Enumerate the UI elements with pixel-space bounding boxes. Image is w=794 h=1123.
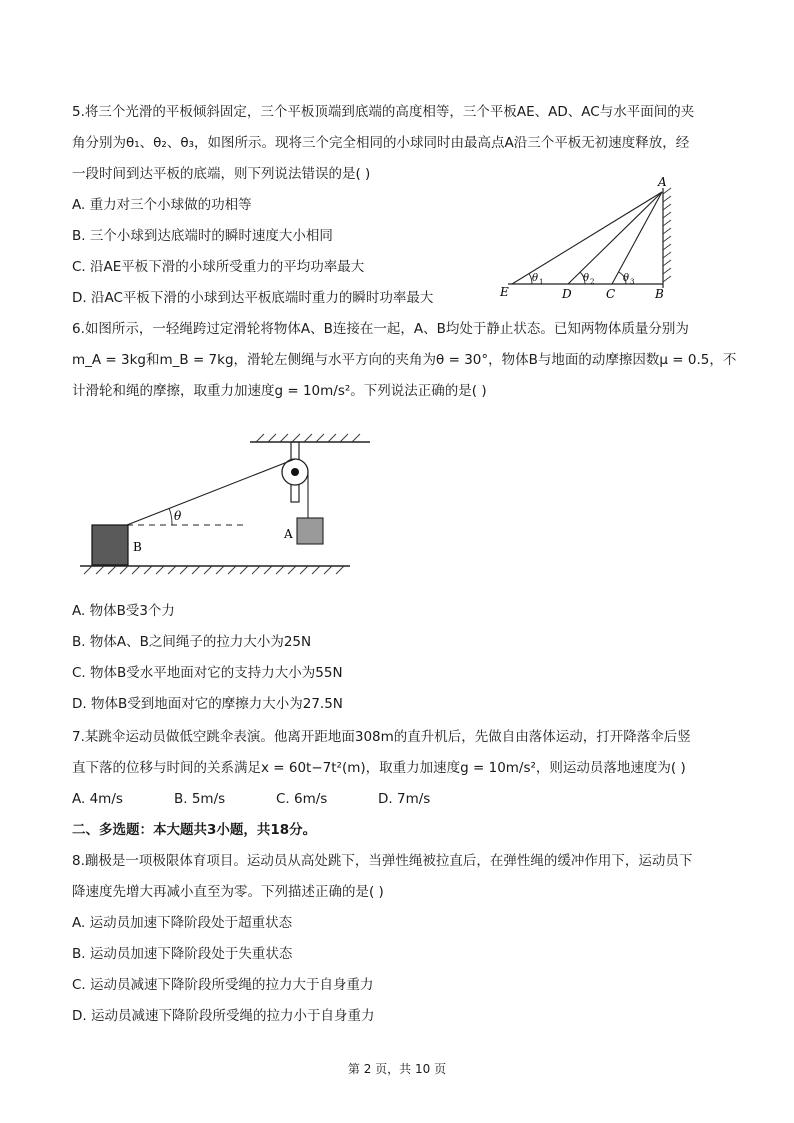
q5-label-d: D (562, 287, 572, 301)
q5-inclined-planes-figure (490, 170, 690, 306)
q5-option-d: D. 沿AC平板下滑的小球到达平板底端时重力的瞬时功率最大 (72, 290, 434, 306)
q8-option-b: B. 运动员加速下降阶段处于失重状态 (72, 946, 293, 962)
q7-option-b: B. 5m/s (174, 791, 226, 807)
question-7 (72, 722, 722, 815)
q8-option-a: A. 运动员加速下降阶段处于超重状态 (72, 915, 293, 931)
q5-theta2-label: θ (583, 273, 590, 284)
q8-stem-line-1: 8.蹦极是一项极限体育项目。运动员从高处跳下，当弹性绳被拉直后，在弹性绳的缓冲作用下，运动员下 (72, 853, 693, 869)
q5-theta3-subscript: 3 (630, 278, 635, 286)
q7-option-c: C. 6m/s (276, 791, 328, 807)
q5-option-c: C. 沿AE平板下滑的小球所受重力的平均功率最大 (72, 259, 365, 275)
q5-option-b: B. 三个小球到达底端时的瞬时速度大小相同 (72, 228, 333, 244)
q8-stem-line-2: 降速度先增大再减小直至为零。下列描述正确的是( ) (72, 884, 384, 900)
q6-stem-line-1: 6.如图所示，一轻绳跨过定滑轮将物体A、B连接在一起，A、B均处于静止状态。已知两物体质量分别为 (72, 321, 689, 337)
q5-theta1-label: θ (532, 273, 539, 284)
question-6-stem (72, 314, 737, 407)
q6-theta-label: θ (174, 509, 182, 523)
q6-option-d: D. 物体B受到地面对它的摩擦力大小为27.5N (72, 696, 343, 712)
question-8 (72, 846, 722, 1032)
q5-label-b: B (655, 287, 664, 301)
q5-stem-line-1: 5.将三个光滑的平板倾斜固定，三个平板顶端到底端的高度相等，三个平板AE、AD、AC与水平面间的夹 (72, 104, 695, 120)
q5-label-c: C (606, 287, 616, 301)
q6-label-b: B (133, 540, 142, 554)
q5-stem-line-2: 角分别为θ₁、θ₂、θ₃，如图所示。现将三个完全相同的小球同时由最高点A沿三个平板无初速度释放，经 (72, 135, 690, 151)
q7-option-d: D. 7m/s (378, 791, 431, 807)
q6-label-a: A (284, 527, 293, 541)
q8-option-d: D. 运动员减速下降阶段所受绳的拉力小于自身重力 (72, 1008, 375, 1024)
section-multiple-choice-heading: 二、多选题：本大题共3小题，共18分。 (72, 822, 317, 838)
question-6-options (72, 596, 722, 720)
q6-stem-line-3: 计滑轮和绳的摩擦，取重力加速度g = 10m/s²。下列说法正确的是( ) (72, 383, 487, 399)
q6-option-c: C. 物体B受水平地面对它的支持力大小为55N (72, 665, 343, 681)
q6-option-a: A. 物体B受3个力 (72, 603, 175, 619)
q8-option-c: C. 运动员减速下降阶段所受绳的拉力大于自身重力 (72, 977, 374, 993)
q5-theta2-subscript: 2 (590, 278, 595, 286)
q5-stem-line-3: 一段时间到达平板的底端，则下列说法错误的是( ) (72, 166, 371, 182)
q5-label-e: E (500, 285, 509, 299)
q5-theta3-label: θ (623, 273, 630, 284)
q5-theta1-subscript: 1 (539, 278, 544, 286)
q6-option-b: B. 物体A、B之间绳子的拉力大小为25N (72, 634, 312, 650)
q7-stem-line-1: 7.某跳伞运动员做低空跳伞表演。他离开距地面308m的直升机后，先做自由落体运动，打开降落伞后竖 (72, 729, 691, 745)
page-footer: 第 2 页，共 10 页 (347, 1062, 447, 1076)
q5-option-a: A. 重力对三个小球做的功相等 (72, 197, 252, 213)
q6-stem-line-2: m_A = 3kg和m_B = 7kg，滑轮左侧绳与水平方向的夹角为θ = 30°，物体B与地面的动摩擦因数μ = 0.5，不 (72, 352, 737, 368)
q7-options-row (72, 784, 722, 815)
q7-stem-line-2: 直下落的位移与时间的关系满足x = 60t−7t²(m)，取重力加速度g = 10m/s²，则运动员落地速度为( ) (72, 760, 686, 776)
q6-pulley-figure (80, 430, 380, 580)
q5-label-a: A (658, 175, 667, 189)
q7-option-a: A. 4m/s (72, 791, 123, 807)
